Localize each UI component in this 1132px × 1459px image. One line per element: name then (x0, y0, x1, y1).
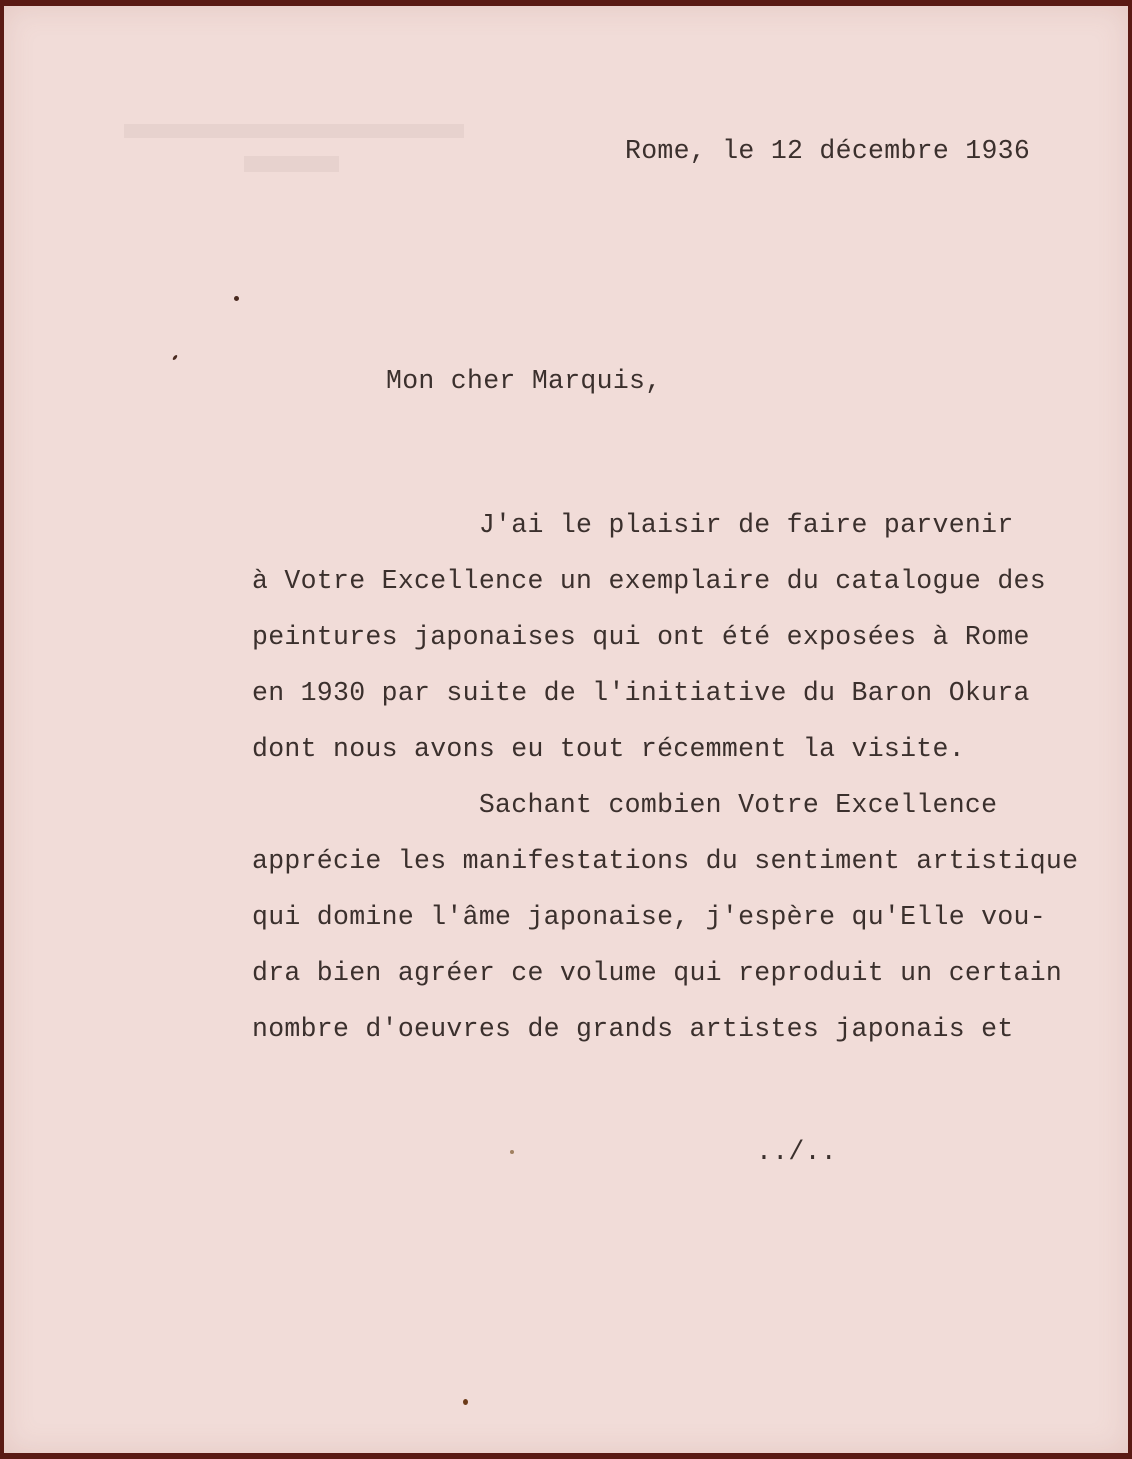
body-line: dra bien agréer ce volume qui reproduit un certain (252, 958, 1063, 988)
faded-letterhead-stamp (124, 118, 464, 188)
body-line: à Votre Excellence un exemplaire du catalogue des (252, 566, 1046, 596)
body-line: peintures japonaises qui ont été exposées à Rome (252, 622, 1030, 652)
page-continuation-mark: ../.. (756, 1137, 838, 1167)
letter-salutation: Mon cher Marquis, (386, 366, 662, 396)
letter-body (252, 510, 1078, 1070)
ink-speck (510, 1150, 514, 1154)
body-line: J'ai le plaisir de faire parvenir (252, 510, 1014, 540)
ink-speck (463, 1399, 468, 1405)
body-line: Sachant combien Votre Excellence (252, 790, 998, 820)
ink-speck (234, 296, 239, 301)
body-line: apprécie les manifestations du sentiment artistique (252, 846, 1079, 876)
body-line: qui domine l'âme japonaise, j'espère qu'Elle vou- (252, 902, 1046, 932)
ink-speck (172, 354, 178, 361)
letter-date: Rome, le 12 décembre 1936 (625, 136, 1031, 166)
body-line: nombre d'oeuvres de grands artistes japonais et (252, 1014, 1014, 1044)
body-line: en 1930 par suite de l'initiative du Baron Okura (252, 678, 1030, 708)
body-line: dont nous avons eu tout récemment la visite. (252, 734, 965, 764)
letter-page (4, 6, 1128, 1453)
